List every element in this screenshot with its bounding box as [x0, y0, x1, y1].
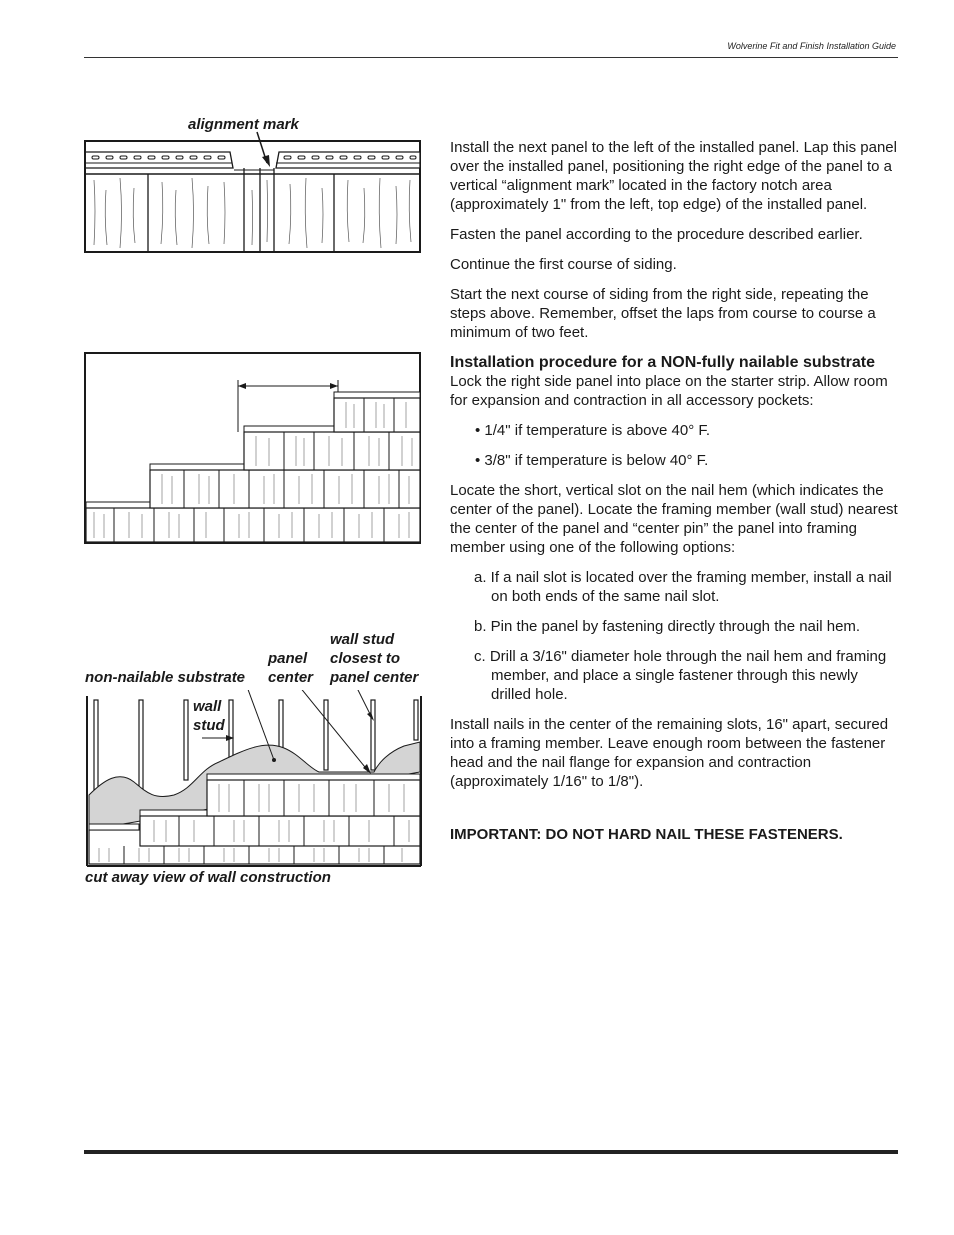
important-notice: IMPORTANT: DO NOT HARD NAIL THESE FASTENERS.	[450, 826, 843, 843]
paragraph-next-course: Start the next course of siding from the right side, repeating the steps above. Remember, offset the laps from course to course a minimum of two feet.	[450, 286, 876, 341]
panel-center-label-1: panel	[268, 650, 308, 667]
header-title: Wolverine Fit and Finish Installation Guide	[727, 41, 896, 51]
figure-course-offset	[84, 352, 422, 546]
cutaway-caption: cut away view of wall construction	[85, 869, 331, 886]
paragraph-continue: Continue the first course of siding.	[450, 256, 677, 273]
wall-stud-label-2: stud	[193, 717, 225, 734]
option-a: a. If a nail slot is located over the framing member, install a nail on both ends of the same nail slot.	[474, 569, 892, 605]
figure-alignment-mark	[84, 130, 422, 256]
paragraph-locate-slot: Locate the short, vertical slot on the nail hem (which indicates the center of the panel). Locate the framing member (wall stud) nearest the center of the panel and “center pin” the panel into framing member using one of the following options:	[450, 482, 898, 556]
bullet-above-40: • 1/4" if temperature is above 40° F.	[475, 422, 711, 439]
paragraph-fasten: Fasten the panel according to the procedure described earlier.	[450, 226, 863, 243]
figure-wall-cutaway	[84, 690, 424, 870]
option-b: b. Pin the panel by fastening directly through the nail hem.	[474, 618, 861, 635]
paragraph-install-nails: Install nails in the center of the remaining slots, 16" apart, secured into a framing member. Leave enough room between the fastener head and the nail flange for expansion and contraction (approximately 1/16" to 1/8").	[450, 716, 889, 790]
non-nailable-substrate-label: non-nailable substrate	[85, 669, 246, 686]
header-rule	[84, 57, 898, 58]
footer-rule	[84, 1150, 898, 1154]
bullet-below-40: • 3/8" if temperature is below 40° F.	[475, 452, 709, 469]
wall-stud-label-1: wall	[193, 698, 222, 715]
panel-center-label-2: center	[268, 669, 314, 686]
paragraph-lock-panel: Lock the right side panel into place on the starter strip. Allow room for expansion and contraction in all accessory pockets:	[450, 373, 888, 409]
alignment-mark-label: alignment mark	[188, 116, 299, 133]
paragraph-install-next-panel: Install the next panel to the left of the installed panel. Lap this panel over the installed panel, positioning the right edge of the panel to a vertical “alignment mark” located in the factory notch area (approximately 1" from the left, top edge) of the installed panel.	[450, 139, 897, 213]
wall-stud-closest-label-3: panel center	[330, 669, 419, 686]
instructions-column	[450, 138, 898, 855]
wall-stud-closest-label-1: wall stud	[330, 631, 395, 648]
wall-stud-closest-label-2: closest to	[330, 650, 401, 667]
section-heading: Installation procedure for a NON-fully nailable substrate	[450, 354, 875, 371]
option-c: c. Drill a 3/16" diameter hole through the nail hem and framing member, and place a single fastener through this newly drilled hole.	[474, 648, 887, 703]
